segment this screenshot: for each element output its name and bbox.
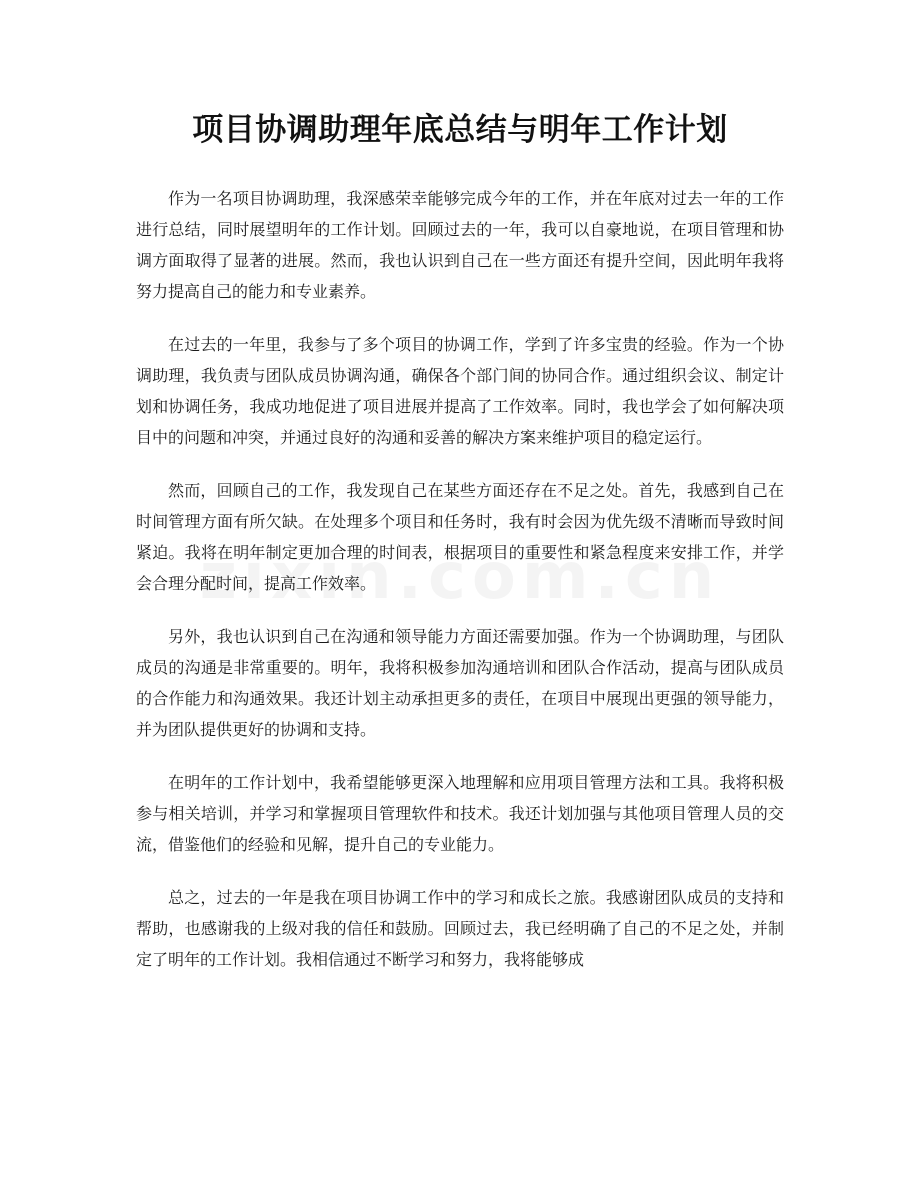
paragraph-2: 在过去的一年里，我参与了多个项目的协调工作，学到了许多宝贵的经验。作为一个协调助理，我负责与团队成员协调沟通，确保各个部门间的协同合作。通过组织会议、制定计划和协调任务，我成功地促进了项目进展并提高了工作效率。同时，我也学会了如何解决项目中的问题和冲突，并通过良好的沟通和妥善的解决方案来维护项目的稳定运行。: [136, 335, 784, 447]
paragraph-6: 总之，过去的一年是我在项目协调工作中的学习和成长之旅。我感谢团队成员的支持和帮助，也感谢我的上级对我的信任和鼓励。回顾过去，我已经明确了自己的不足之处，并制定了明年的工作计划。我相信通过不断学习和努力，我将能够成: [136, 888, 784, 969]
paragraph-5: 在明年的工作计划中，我希望能够更深入地理解和应用项目管理方法和工具。我将积极参与相关培训，并学习和掌握项目管理软件和技术。我还计划加强与其他项目管理人员的交流，借鉴他们的经验和见解，提升自己的专业能力。: [136, 773, 784, 854]
paragraph-4: 另外，我也认识到自己在沟通和领导能力方面还需要加强。作为一个协调助理，与团队成员的沟通是非常重要的。明年，我将积极参加沟通培训和团队合作活动，提高与团队成员的合作能力和沟通效果。我还计划主动承担更多的责任，在项目中展现出更强的领导能力，并为团队提供更好的协调和支持。: [136, 627, 784, 739]
document-body: [136, 183, 784, 997]
document-title: 项目协调助理年底总结与明年工作计划: [192, 112, 728, 148]
paragraph-3: 然而，回顾自己的工作，我发现自己在某些方面还存在不足之处。首先，我感到自己在时间管理方面有所欠缺。在处理多个项目和任务时，我有时会因为优先级不清晰而导致时间紧迫。我将在明年制定更加合理的时间表，根据项目的重要性和紧急程度来安排工作，并学会合理分配时间，提高工作效率。: [136, 481, 784, 593]
paragraph-1: 作为一名项目协调助理，我深感荣幸能够完成今年的工作，并在年底对过去一年的工作进行总结，同时展望明年的工作计划。回顾过去的一年，我可以自豪地说，在项目管理和协调方面取得了显著的进展。然而，我也认识到自己在一些方面还有提升空间，因此明年我将努力提高自己的能力和专业素养。: [136, 189, 784, 301]
